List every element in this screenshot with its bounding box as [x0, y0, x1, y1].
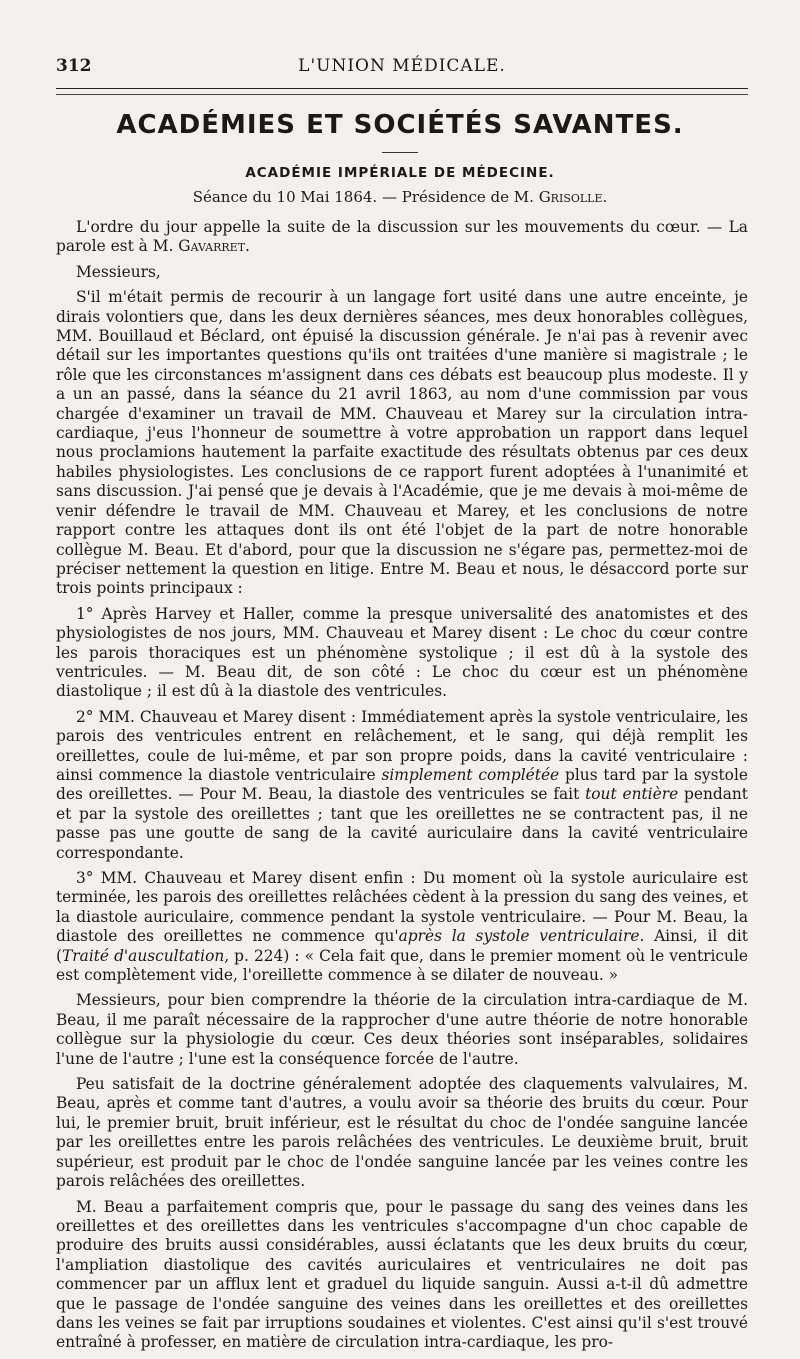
text-run: . Ainsi, il dit (	[56, 927, 748, 965]
text-run: pendant et par la systole des oreillettes ; tant que les oreillettes ne se contractent pas, il ne passe pas une goutte de sang de la cavité auriculaire dans la cavité ventriculaire correspondante.	[56, 785, 748, 862]
italic-run: tout entière	[585, 785, 679, 804]
paragraph-intro: S'il m'était permis de recourir à un langage fort usité dans une autre enceinte, je dirais volontiers que, dans les deux dernières séances, mes deux honorables collègues, MM. Bouillaud et Béclard, ont épuisé la discussion générale. Je n'ai pas à revenir avec détail sur les importantes questions qu'ils ont traitées d'une manière si magistrale ; le rôle que les circonstances m'assignent dans ces débats est beaucoup plus modeste. Il y a un an passé, dans la séance du 21 avril 1863, au nom d'une commission par vous chargée d'examiner un travail de MM. Chauveau et Marey sur la circulation intra-cardiaque, j'eus l'honneur de soumettre à votre approbation un rapport dans lequel nous proclamions hautement la parfaite exactitude des résultats obtenus par ces deux habiles physiologistes. Les conclusions de ce rapport furent adoptées à l'unanimité et sans discussion. J'ai pensé que je devais à l'Académie, que je me devais à moi-même de venir défendre le travail de MM. Chauveau et Marey, et les conclusions de notre rapport contre les attaques dont ils ont été l'objet de la part de notre honorable collègue M. Beau. Et d'abord, pour que la discussion ne s'égare pas, permettez-moi de préciser nettement la question en litige. Entre M. Beau et nous, le désaccord porte sur trois points principaux :	[56, 288, 748, 598]
society-heading: ACADÉMIE IMPÉRIALE DE MÉDECINE.	[245, 165, 555, 181]
session-date: Séance du 10 Mai 1864. — Présidence de M.	[192, 188, 539, 206]
paragraph-point-1: 1° Après Harvey et Haller, comme la presque universalité des anatomistes et des physiologistes de nos jours, MM. Chauveau et Marey disent : Le choc du cœur contre les parois thoraciques est un phénomène systolique ; il est dû à la systole des ventricules. — M. Beau dit, de son côté : Le choc du cœur est un phénomène diastolique ; il est dû à la diastole des ventricules.	[56, 604, 748, 701]
running-header	[56, 56, 748, 84]
italic-run: Traité d'auscultation	[62, 946, 225, 965]
section-title: ACADÉMIES ET SOCIÉTÉS SAVANTES.	[116, 110, 684, 140]
paragraph-salutation: Messieurs,	[76, 262, 161, 281]
paragraph-theory: Messieurs, pour bien comprendre la théorie de la circulation intra-cardiaque de M. Beau, il me paraît nécessaire de la rapprocher d'une autre théorie de notre honorable collègue sur la physiologie du cœur. Ces deux théories sont inséparables, solidaires l'une de l'autre ; l'une est la conséquence forcée de l'autre.	[56, 991, 748, 1068]
paragraph-point-2	[56, 708, 748, 863]
text-run: 3° MM. Chauveau et Marey disent enfin : Du moment où la systole auriculaire est terminée, les parois des oreillettes relâchées cèdent à la pression du sang des veines, et la diastole auriculaire, commence pendant la systole ventriculaire. — Pour M. Beau, la diastole des oreillettes ne commence qu'	[56, 869, 748, 946]
text-run: , p. 224) : « Cela fait que, dans le premier moment où le ventricule est complètement vide, l'oreillette commence à se dilater de nouveau. »	[56, 946, 748, 985]
text-run: 2° MM. Chauveau et Marey disent : Immédiatement après la systole ventriculaire, les parois des ventricules entrent en relâchement, et le sang, qui déjà remplit les oreillettes, coule de lui-même, et par son propre poids, dans la cavité ventriculaire : ainsi commence la diastole ventriculaire	[56, 707, 748, 784]
article-body	[56, 218, 748, 1359]
header-rule	[56, 88, 748, 89]
speaker-name: Gavarret.	[178, 237, 250, 256]
title-divider	[382, 152, 418, 153]
paragraph-point-3	[56, 869, 748, 985]
session-line	[0, 188, 800, 206]
paragraph-beau-understanding: M. Beau a parfaitement compris que, pour le passage du sang des veines dans les oreillettes et des oreillettes dans les ventricules s'accompagne d'un choc capable de produire des bruits aussi considérables, aussi éclatants que les deux bruits du cœur, l'ampliation diastolique des cavités auriculaires et ventriculaires ne doit pas commencer par un afflux lent et graduel du liquide sanguin. Aussi a-t-il dû admettre que le passage de l'ondée sanguine des veines dans les oreillettes et des oreillettes dans les veines se fait par irruptions soudaines et violentes. C'est ainsi qu'il s'est trouvé entraîné à professer, en matière de circulation intra-cardiaque, les pro-	[56, 1197, 748, 1352]
page-number: 312	[56, 56, 92, 76]
text-run: plus tard par la systole des oreillettes. — Pour M. Beau, la diastole des ventricules se fait	[56, 765, 748, 804]
italic-run: simplement complétée	[381, 765, 560, 784]
president-name: Grisolle.	[538, 188, 608, 206]
paragraph-agenda	[56, 218, 748, 257]
agenda-text: L'ordre du jour appelle la suite de la discussion sur les mouvements du cœur. — La parole est à M.	[56, 218, 748, 256]
header-rule-thin	[56, 94, 748, 95]
paragraph-heart-sounds: Peu satisfait de la doctrine généralement adoptée des claquements valvulaires, M. Beau, après et comme tant d'autres, a voulu avoir sa théorie des bruits du cœur. Pour lui, le premier bruit, bruit inférieur, est le résultat du choc de l'ondée sanguine lancée par les oreillettes entre les parois relâchées des ventricules. Le deuxième bruit, bruit supérieur, est produit par le choc de l'ondée sanguine lancée par les veines contre les parois relâchées des oreillettes.	[56, 1075, 748, 1191]
italic-run: après la systole ventriculaire	[398, 927, 640, 946]
journal-title: L'UNION MÉDICALE.	[298, 56, 506, 76]
